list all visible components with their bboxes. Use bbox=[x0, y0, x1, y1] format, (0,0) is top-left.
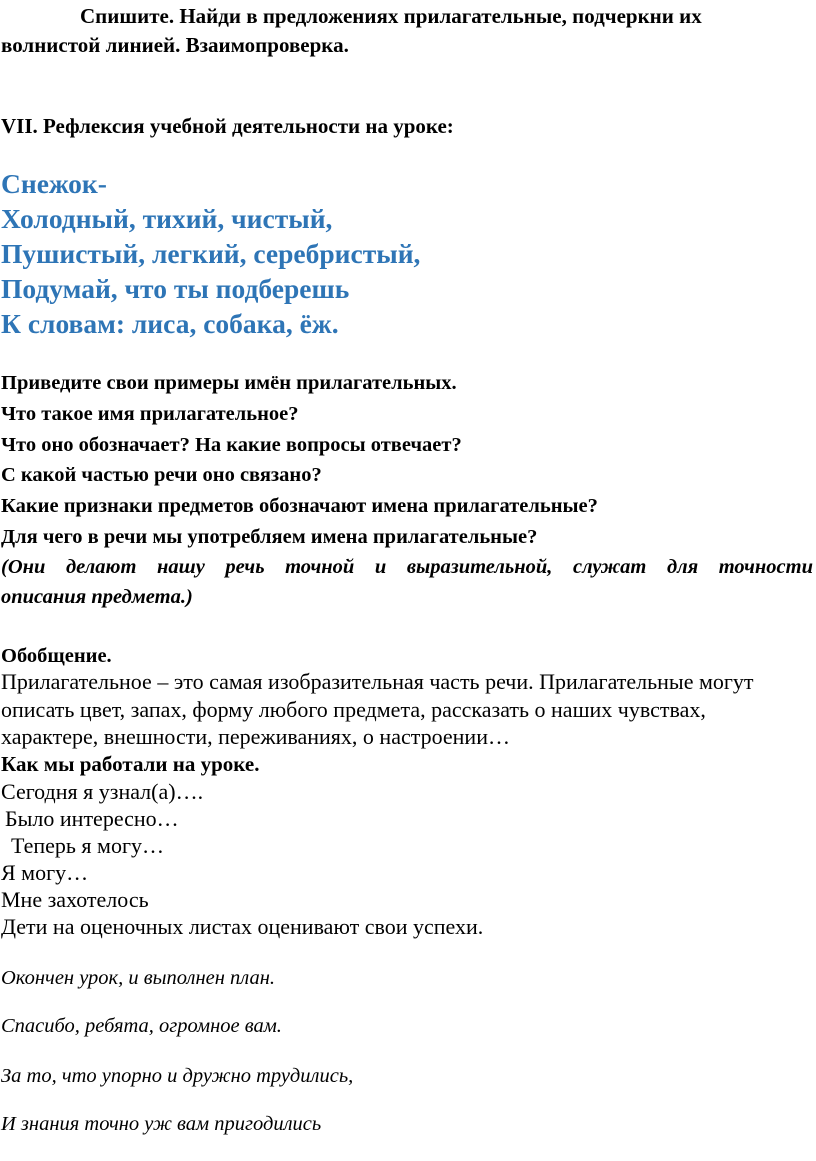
work-line-1: Сегодня я узнал(а)…. bbox=[1, 779, 204, 804]
poem-line-3: Пушистый, легкий, серебристый, bbox=[1, 238, 421, 269]
closing-line-2: Спасибо, ребята, огромное вам. bbox=[1, 1015, 282, 1037]
work-line-3: Теперь я могу… bbox=[11, 833, 165, 858]
closing-line-4: И знания точно уж вам пригодились bbox=[1, 1113, 322, 1135]
closing-line-1: Окончен урок, и выполнен план. bbox=[1, 967, 276, 989]
question-4: С какой частью речи оно связано? bbox=[1, 464, 322, 486]
summary-heading: Обобщение. bbox=[1, 645, 112, 667]
work-line-6: Дети на оценочных листах оценивают свои успехи. bbox=[1, 914, 484, 939]
poem-line-5: К словам: лиса, собака, ёж. bbox=[1, 308, 339, 339]
question-5: Какие признаки предметов обозначают имена прилагательные? bbox=[1, 495, 598, 517]
poem-line-4: Подумай, что ты подберешь bbox=[1, 273, 350, 304]
question-3: Что оно обозначает? На какие вопросы отвечает? bbox=[1, 434, 462, 456]
task-line-2: волнистой линией. Взаимопроверка. bbox=[1, 33, 349, 57]
reflection-heading: VII. Рефлексия учебной деятельности на уроке: bbox=[1, 114, 454, 138]
work-line-5: Мне захотелось bbox=[1, 887, 149, 912]
answer-line-2: описания предмета.) bbox=[1, 586, 193, 608]
question-2: Что такое имя прилагательное? bbox=[1, 403, 299, 425]
answer-line-1: (Они делают нашу речь точной и выразительной, служат для точности bbox=[1, 556, 813, 578]
poem-line-2: Холодный, тихий, чистый, bbox=[1, 203, 333, 234]
summary-line-2: описать цвет, запах, форму любого предмета, рассказать о наших чувствах, bbox=[1, 697, 706, 722]
question-6: Для чего в речи мы употребляем имена прилагательные? bbox=[1, 526, 538, 548]
summary-line-1: Прилагательное – это самая изобразительная часть речи. Прилагательные могут bbox=[1, 669, 754, 694]
summary-line-3: характере, внешности, переживаниях, о настроении… bbox=[1, 724, 510, 749]
task-line-1: Спишите. Найди в предложениях прилагательные, подчеркни их bbox=[80, 4, 702, 28]
work-line-4: Я могу… bbox=[1, 860, 89, 885]
closing-line-3: За то, что упорно и дружно трудились, bbox=[1, 1065, 354, 1087]
work-heading: Как мы работали на уроке. bbox=[1, 752, 260, 776]
work-line-2: Было интересно… bbox=[5, 806, 179, 831]
poem-line-1: Снежок- bbox=[1, 168, 107, 199]
question-1: Приведите свои примеры имён прилагательных. bbox=[1, 372, 457, 394]
